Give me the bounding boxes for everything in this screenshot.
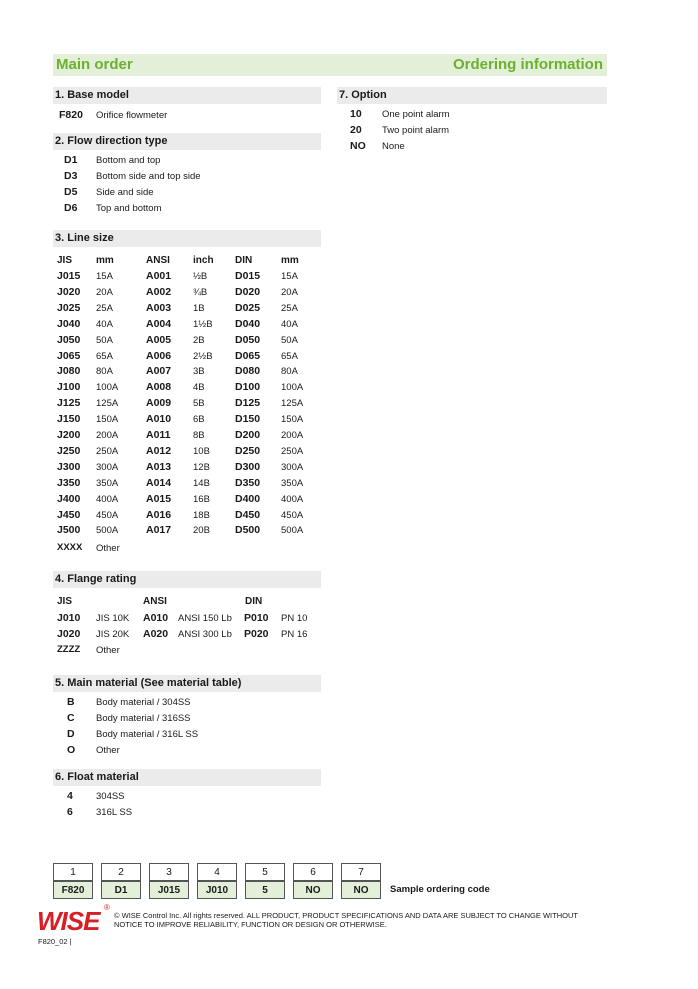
sample-position-number: 2 bbox=[101, 863, 141, 881]
main-material-desc: Other bbox=[96, 745, 120, 756]
line-size-value: 10B bbox=[193, 445, 210, 457]
line-size-value: 8B bbox=[193, 430, 205, 441]
flange-value: ANSI 150 Lb bbox=[178, 613, 232, 624]
line-size-value: 25A bbox=[96, 302, 113, 314]
line-size-value: 6B bbox=[193, 414, 205, 426]
option-heading: 7. Option bbox=[337, 87, 607, 104]
flow-direction-heading: 2. Flow direction type bbox=[53, 133, 321, 150]
line-size-heading: 3. Line size bbox=[53, 230, 321, 247]
wise-logo: WISE bbox=[37, 906, 100, 936]
line-size-value: 250A bbox=[96, 445, 119, 457]
main-material-code: O bbox=[67, 744, 76, 756]
main-material-heading: 5. Main material (See material table) bbox=[53, 675, 321, 692]
header-bar bbox=[53, 54, 607, 76]
float-material-heading: 6. Float material bbox=[53, 769, 321, 786]
line-size-code: D050 bbox=[235, 333, 261, 346]
line-size-code: D150 bbox=[235, 413, 261, 426]
flange-code: A010 bbox=[143, 612, 169, 624]
sample-position-code: NO bbox=[293, 881, 333, 899]
line-size-code: D200 bbox=[235, 429, 261, 441]
line-size-value: 350A bbox=[281, 477, 304, 489]
line-size-code: J450 bbox=[57, 508, 81, 521]
line-size-code: A001 bbox=[146, 270, 172, 282]
line-size-value: 50A bbox=[281, 334, 298, 346]
flow-desc: Bottom side and top side bbox=[96, 171, 201, 182]
line-size-code: J020 bbox=[57, 285, 81, 298]
line-size-code: A003 bbox=[146, 301, 172, 314]
flange-header: JIS bbox=[57, 596, 73, 607]
line-size-code: J015 bbox=[57, 270, 81, 282]
option-desc: Two point alarm bbox=[382, 125, 450, 136]
line-size-value: 200A bbox=[281, 430, 304, 441]
line-size-code: D125 bbox=[235, 397, 261, 410]
line-size-value: 125A bbox=[96, 398, 119, 410]
line-size-code: A013 bbox=[146, 460, 172, 473]
option-code: 20 bbox=[350, 124, 362, 136]
sample-position-number: 3 bbox=[149, 863, 189, 881]
line-size-header: ANSI bbox=[146, 255, 170, 266]
line-size-code: J125 bbox=[57, 397, 81, 410]
line-size-header: mm bbox=[96, 255, 114, 266]
sample-position-number: 7 bbox=[341, 863, 381, 881]
line-size-header: DIN bbox=[235, 255, 253, 266]
line-size-code: J150 bbox=[57, 413, 81, 426]
line-size-value: 125A bbox=[281, 398, 304, 410]
flow-code: D3 bbox=[64, 170, 78, 182]
flange-rating-heading: 4. Flange rating bbox=[53, 571, 321, 588]
line-size-value: 20B bbox=[193, 525, 210, 537]
line-size-code: A009 bbox=[146, 397, 172, 410]
line-size-value: 80A bbox=[96, 366, 113, 378]
line-size-other-desc: Other bbox=[96, 543, 120, 554]
line-size-code: A004 bbox=[146, 317, 172, 330]
line-size-value: 20A bbox=[281, 286, 298, 298]
line-size-value: 100A bbox=[96, 382, 119, 394]
sample-position-number: 6 bbox=[293, 863, 333, 881]
flow-code: D5 bbox=[64, 186, 78, 198]
line-size-value: 1½B bbox=[193, 318, 213, 330]
line-size-header: JIS bbox=[57, 255, 73, 266]
sample-position-number: 1 bbox=[53, 863, 93, 881]
line-size-value: 300A bbox=[281, 461, 304, 473]
line-size-value: 12B bbox=[193, 461, 210, 473]
flange-code: J010 bbox=[57, 612, 81, 624]
main-material-desc: Body material / 304SS bbox=[96, 697, 191, 708]
flange-code: J020 bbox=[57, 628, 81, 640]
flange-header: DIN bbox=[245, 596, 263, 607]
line-size-code: A006 bbox=[146, 349, 172, 362]
line-size-value: 25A bbox=[281, 302, 298, 314]
flange-value: PN 10 bbox=[281, 613, 308, 624]
line-size-value: 65A bbox=[96, 350, 113, 362]
registered-mark: ® bbox=[104, 903, 110, 912]
flow-desc: Top and bottom bbox=[96, 203, 162, 214]
sample-position-number: 5 bbox=[245, 863, 285, 881]
line-size-code: D020 bbox=[235, 285, 261, 298]
flow-desc: Bottom and top bbox=[96, 155, 161, 166]
line-size-code: A016 bbox=[146, 508, 172, 521]
base-model-heading: 1. Base model bbox=[53, 87, 321, 104]
flange-code: P010 bbox=[244, 612, 269, 624]
line-size-code: D250 bbox=[235, 444, 261, 457]
line-size-value: 3B bbox=[193, 366, 205, 378]
line-size-value: 100A bbox=[281, 382, 304, 394]
line-size-code: A010 bbox=[146, 413, 172, 426]
line-size-code: A011 bbox=[146, 429, 171, 441]
line-size-code: J080 bbox=[57, 365, 81, 378]
line-size-value: 50A bbox=[96, 334, 113, 346]
flange-value: JIS 20K bbox=[96, 629, 130, 640]
line-size-value: 450A bbox=[281, 509, 304, 521]
line-size-value: 40A bbox=[96, 318, 113, 330]
line-size-value: 500A bbox=[281, 525, 304, 537]
line-size-value: ¾B bbox=[193, 286, 208, 298]
line-size-code: D015 bbox=[235, 270, 261, 282]
line-size-code: D025 bbox=[235, 301, 261, 314]
line-size-code: D400 bbox=[235, 492, 261, 505]
line-size-code: J040 bbox=[57, 317, 81, 330]
flow-desc: Side and side bbox=[96, 187, 154, 198]
line-size-code: D100 bbox=[235, 381, 261, 394]
float-material-desc: 304SS bbox=[96, 791, 125, 802]
line-size-code: J100 bbox=[57, 381, 81, 394]
line-size-value: 40A bbox=[281, 318, 298, 330]
line-size-value: 500A bbox=[96, 525, 119, 537]
option-code: 10 bbox=[350, 108, 362, 120]
line-size-code: D040 bbox=[235, 317, 261, 330]
line-size-value: 14B bbox=[193, 477, 210, 489]
main-material-code: D bbox=[67, 728, 75, 740]
flange-other-code: ZZZZ bbox=[57, 644, 81, 655]
line-size-value: 4B bbox=[193, 382, 205, 394]
line-size-value: 16B bbox=[193, 493, 210, 505]
float-material-code: 4 bbox=[67, 790, 73, 802]
line-size-code: D350 bbox=[235, 476, 261, 489]
flange-other-desc: Other bbox=[96, 645, 120, 656]
line-size-code: A017 bbox=[146, 524, 172, 537]
copyright-notice: © WISE Control Inc. All rights reserved. ALL PRODUCT, PRODUCT SPECIFICATIONS AND DATA ARE SUBJECT TO CHANGE WITHOUT NOTICE TO IMPROVE RELIABILITY, FUNCTION OR DESIGN OR OTHERWISE. bbox=[114, 911, 578, 929]
sample-position-code: 5 bbox=[245, 881, 285, 899]
option-desc: None bbox=[382, 141, 405, 152]
sample-position-code: D1 bbox=[101, 881, 141, 899]
float-material-code: 6 bbox=[67, 806, 73, 818]
flange-value: JIS 10K bbox=[96, 613, 130, 624]
line-size-code: D080 bbox=[235, 365, 261, 378]
line-size-value: 18B bbox=[193, 509, 210, 521]
line-size-code: A008 bbox=[146, 381, 172, 394]
sample-position-code: F820 bbox=[53, 881, 93, 899]
line-size-value: 300A bbox=[96, 461, 119, 473]
flange-value: PN 16 bbox=[281, 629, 308, 640]
line-size-code: J400 bbox=[57, 492, 81, 505]
line-size-value: 2½B bbox=[193, 350, 213, 362]
line-size-value: 15A bbox=[281, 271, 298, 282]
sample-ordering-label: Sample ordering code bbox=[390, 884, 490, 895]
main-order-title: Main order bbox=[56, 56, 133, 73]
line-size-value: 2B bbox=[193, 334, 205, 346]
line-size-value: 350A bbox=[96, 477, 119, 489]
line-size-code: D450 bbox=[235, 508, 261, 521]
line-size-code: J250 bbox=[57, 444, 81, 457]
line-size-code: A014 bbox=[146, 476, 172, 489]
line-size-value: ½B bbox=[193, 271, 208, 282]
line-size-header: inch bbox=[193, 255, 214, 266]
line-size-value: 250A bbox=[281, 445, 304, 457]
line-size-value: 400A bbox=[281, 493, 304, 505]
line-size-code: D500 bbox=[235, 524, 261, 537]
line-size-value: 1B bbox=[193, 302, 205, 314]
flow-code: D1 bbox=[64, 154, 78, 166]
main-material-code: C bbox=[67, 712, 75, 724]
option-desc: One point alarm bbox=[382, 109, 450, 120]
page-code: F820_02 | bbox=[38, 937, 72, 946]
option-code: NO bbox=[350, 140, 366, 152]
flow-code: D6 bbox=[64, 202, 78, 214]
line-size-code: A005 bbox=[146, 333, 172, 346]
base-model-code: F820 bbox=[59, 109, 83, 121]
base-model-desc: Orifice flowmeter bbox=[96, 110, 168, 121]
line-size-code: A007 bbox=[146, 365, 172, 378]
line-size-code: A012 bbox=[146, 444, 172, 457]
line-size-value: 400A bbox=[96, 493, 119, 505]
sample-position-number: 4 bbox=[197, 863, 237, 881]
line-size-code: J500 bbox=[57, 524, 81, 537]
line-size-code: A002 bbox=[146, 285, 172, 298]
flange-code: P020 bbox=[244, 628, 269, 640]
line-size-code: J350 bbox=[57, 476, 81, 489]
flange-header: ANSI bbox=[143, 596, 167, 607]
ordering-information-title: Ordering information bbox=[453, 56, 603, 73]
float-material-desc: 316L SS bbox=[96, 807, 133, 818]
line-size-other-code: XXXX bbox=[57, 542, 83, 553]
main-material-desc: Body material / 316L SS bbox=[96, 729, 199, 740]
main-material-desc: Body material / 316SS bbox=[96, 713, 191, 724]
line-size-value: 65A bbox=[281, 350, 298, 362]
sample-position-code: J010 bbox=[197, 881, 237, 899]
line-size-value: 80A bbox=[281, 366, 298, 378]
line-size-value: 5B bbox=[193, 398, 205, 410]
line-size-value: 200A bbox=[96, 430, 119, 441]
line-size-value: 15A bbox=[96, 271, 113, 282]
line-size-code: J065 bbox=[57, 349, 81, 362]
line-size-value: 150A bbox=[281, 414, 304, 426]
line-size-code: D300 bbox=[235, 460, 261, 473]
line-size-code: D065 bbox=[235, 349, 261, 362]
line-size-code: J300 bbox=[57, 460, 81, 473]
sample-position-code: J015 bbox=[149, 881, 189, 899]
sample-position-code: NO bbox=[341, 881, 381, 899]
flange-code: A020 bbox=[143, 628, 169, 640]
line-size-value: 20A bbox=[96, 286, 113, 298]
line-size-header: mm bbox=[281, 255, 299, 266]
main-material-code: B bbox=[67, 696, 75, 708]
line-size-code: J025 bbox=[57, 301, 81, 314]
line-size-code: A015 bbox=[146, 492, 172, 505]
line-size-value: 150A bbox=[96, 414, 119, 426]
line-size-code: J200 bbox=[57, 429, 81, 441]
flange-value: ANSI 300 Lb bbox=[178, 629, 232, 640]
line-size-code: J050 bbox=[57, 333, 81, 346]
line-size-value: 450A bbox=[96, 509, 119, 521]
